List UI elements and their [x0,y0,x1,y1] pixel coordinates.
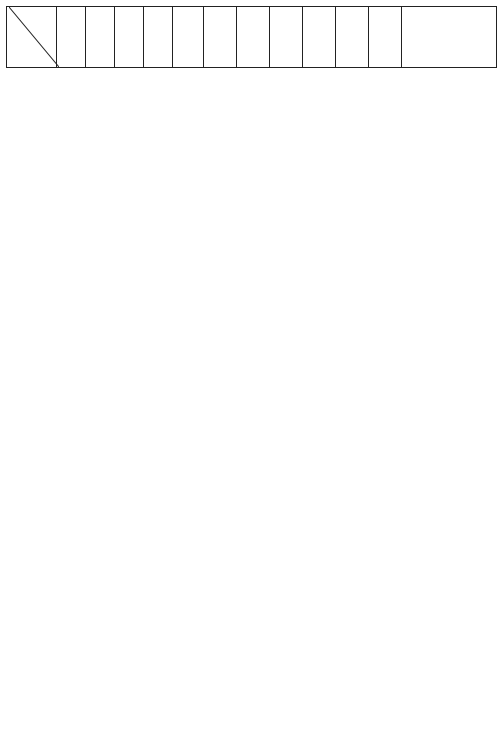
statistics-table [6,6,497,68]
diagonal-line [9,7,59,67]
column-header [57,7,86,68]
column-header [270,7,303,68]
column-header [237,7,270,68]
corner-cell [7,7,57,68]
column-header [115,7,144,68]
column-header [204,7,237,68]
column-header [144,7,173,68]
column-header [402,7,497,68]
header-row [7,7,497,68]
column-header [303,7,336,68]
column-header [173,7,204,68]
column-header [369,7,402,68]
column-header [86,7,115,68]
column-header [336,7,369,68]
